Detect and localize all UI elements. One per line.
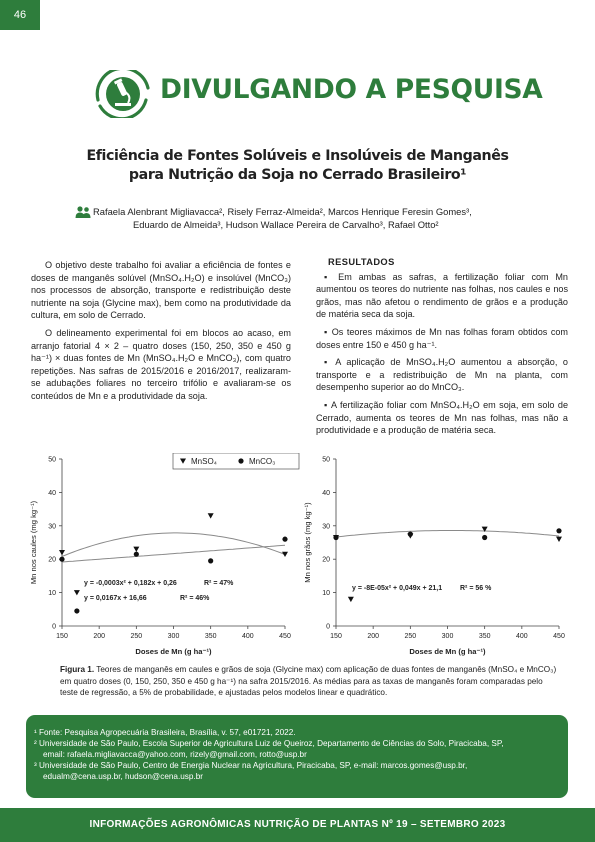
y-axis-title: Mn nos grãos (mg kg⁻¹) <box>303 502 312 583</box>
footnote-3-email: edualm@cena.usp.br, hudson@cena.usp.br <box>43 772 204 781</box>
y-tick-label: 0 <box>326 623 330 631</box>
article-title <box>40 147 555 185</box>
legend-marker-mnco3 <box>238 458 243 463</box>
footnote-2-email: email: rafaela.migliavacca@yahoo.com, rizely@gmail.com, rotto@usp.br <box>43 750 307 759</box>
point-mnso4 <box>74 590 80 595</box>
fit-r2-1: R² = 56 % <box>460 585 492 592</box>
x-tick-label: 250 <box>130 633 143 640</box>
x-tick-label: 300 <box>441 633 454 640</box>
point-mnco3 <box>556 528 561 533</box>
point-mnco3 <box>74 608 79 613</box>
result-bullet-4: ▪ A fertilização foliar com MnSO₄.H₂O em soja, em solo de Cerrado, aumenta os teores de Mn nas folhas, mas não a produtividade e a produção de matéria seca. <box>316 399 568 436</box>
point-mnso4 <box>556 537 562 542</box>
point-mnco3 <box>408 532 413 537</box>
y-tick-label: 30 <box>48 523 56 531</box>
x-tick-label: 150 <box>330 633 342 640</box>
grain-mn-chart <box>300 453 575 658</box>
point-mnso4 <box>133 547 139 552</box>
y-tick-label: 50 <box>322 456 330 464</box>
point-mnco3 <box>134 552 139 557</box>
x-tick-label: 400 <box>515 633 528 640</box>
x-tick-label: 350 <box>204 633 217 640</box>
caption-label: Figura 1. <box>60 665 95 674</box>
result-bullet-3: ▪ A aplicação de MnSO₄.H₂O aumentou a absorção, o transporte e a redistribuição de Mn na planta, com desempenho superior ao do MnCO₃. <box>316 357 568 393</box>
y-tick-label: 10 <box>48 590 56 598</box>
y-tick-label: 20 <box>322 556 330 564</box>
x-tick-label: 150 <box>56 633 68 640</box>
x-tick-label: 250 <box>404 633 417 640</box>
y-axis-title: Mn nos caules (mg kg⁻¹) <box>29 500 38 585</box>
y-tick-label: 40 <box>322 489 330 497</box>
y-tick-label: 10 <box>322 590 330 598</box>
page-number: 46 <box>0 0 40 30</box>
x-tick-label: 300 <box>167 633 180 640</box>
fit-equation-1: y = -0,0003x² + 0,182x + 0,26 <box>84 580 177 587</box>
point-mnco3 <box>282 537 287 542</box>
point-mnso4 <box>282 552 288 557</box>
author-list <box>75 205 565 231</box>
x-axis-title: Doses de Mn (g ha⁻¹) <box>409 647 486 656</box>
people-icon <box>75 205 91 219</box>
y-tick-label: 30 <box>322 523 330 531</box>
result-bullet-2: ▪ Os teores máximos de Mn nas folhas foram obtidos com doses entre 150 e 450 g ha⁻¹. <box>316 326 568 350</box>
y-tick-label: 50 <box>48 456 56 464</box>
fit-curve-1 <box>336 531 559 538</box>
point-mnso4 <box>59 550 65 555</box>
footnote-3: ³ Universidade de São Paulo, Centro de Energia Nuclear na Agricultura, Piracicaba, SP, e-mail: marcos.gomes@usp.br, <box>34 761 468 770</box>
y-tick-label: 40 <box>48 489 56 497</box>
point-mnco3 <box>59 557 64 562</box>
page-footer: INFORMAÇÕES AGRONÔMICAS NUTRIÇÃO DE PLANTAS Nº 19 – SETEMBRO 2023 <box>0 808 595 842</box>
banner-title: DIVULGANDO A PESQUISA <box>160 74 543 105</box>
caption-text: Teores de manganês em caules e grãos de soja (Glycine max) com aplicação de duas fontes de manganês (MnSO₄ e MnCO₃) em quatro doses (0, 150, 250, 350 e 450 g ha⁻¹) na safra 2015/2016. As médias para as taxas de manganês foram comparadas pelo teste de regressão, a 5% de probabilidade, e ajustadas pelos modelos linear e quadrático. <box>60 665 557 698</box>
article-title-line1: Eficiência de Fontes Solúveis e Insolúveis de Manganês <box>86 148 509 164</box>
results-column <box>316 256 568 442</box>
objective-paragraph: O objetivo deste trabalho foi avaliar a eficiência de fontes e doses de manganês solúvel (MnSO₄.H₂O) e insolúvel (MnCO₃) nos processos de absorção, transporte e redistribuição deste nutriente na soja (Glycine max), bem como na produtividade da cultura, em solo de Cerrado. <box>31 260 291 321</box>
x-tick-label: 400 <box>241 633 254 640</box>
legend-label-mnco3: MnCO₃ <box>249 457 276 466</box>
legend-label-mnso4: MnSO₄ <box>191 457 217 466</box>
y-tick-label: 20 <box>48 556 56 564</box>
point-mnso4 <box>208 513 214 518</box>
fit-r2-2: R² = 46% <box>180 595 210 602</box>
x-tick-label: 350 <box>478 633 491 640</box>
point-mnso4 <box>348 597 354 602</box>
point-mnco3 <box>482 535 487 540</box>
article-title-line2: para Nutrição da Soja no Cerrado Brasileiro¹ <box>128 167 467 183</box>
microscope-icon <box>92 70 154 118</box>
fit-curve-2 <box>62 545 285 562</box>
author-line-2: Eduardo de Almeida³, Hudson Wallace Pereira de Carvalho³, Rafael Otto² <box>133 219 439 230</box>
left-column <box>31 259 291 408</box>
x-tick-label: 200 <box>367 633 380 640</box>
stem-mn-chart <box>28 453 303 658</box>
author-line-1: Rafaela Alenbrant Migliavacca², Risely Ferraz-Almeida², Marcos Henrique Feresin Gomes³, <box>93 206 472 217</box>
figure-caption <box>60 664 560 699</box>
footnote-1: ¹ Fonte: Pesquisa Agropecuária Brasileira, Brasília, v. 57, e01721, 2022. <box>34 728 296 737</box>
footnotes-box <box>26 715 568 798</box>
fit-equation-1: y = -8E-05x² + 0,049x + 21,1 <box>352 585 443 592</box>
x-axis-title: Doses de Mn (g ha⁻¹) <box>135 647 212 656</box>
result-bullet-1: ▪ Em ambas as safras, a fertilização foliar com Mn aumentou os teores do nutriente nas folhas, nos caules e nos grãos, mas não afetou o rendimento de grãos e a produção de matéria seca da soja. <box>316 271 568 320</box>
y-tick-label: 0 <box>52 623 56 631</box>
fit-equation-2: y = 0,0167x + 16,66 <box>84 595 147 602</box>
results-heading: RESULTADOS <box>328 257 395 267</box>
x-tick-label: 450 <box>553 633 565 640</box>
fit-curve-1 <box>62 533 285 557</box>
x-tick-label: 450 <box>279 633 291 640</box>
fit-r2-1: R² = 47% <box>204 580 234 587</box>
x-tick-label: 200 <box>93 633 106 640</box>
footnote-2: ² Universidade de São Paulo, Escola Superior de Agricultura Luiz de Queiroz, Departamento de Ciências do Solo, Piracicaba, SP, <box>34 739 504 748</box>
point-mnco3 <box>208 558 213 563</box>
point-mnco3 <box>333 535 338 540</box>
methods-paragraph: O delineamento experimental foi em blocos ao acaso, em arranjo fatorial 4 × 2 – quatro doses (150, 250, 350 e 450 g ha⁻¹) × duas fontes de Mn (MnSO₄.H₂O e MnCO₃), com quatro repetições. Nas safras de 2015/2016 e 2016/2017, realizaram-se adubações foliares no terceiro trifólio e avaliaram-se os conteúdos de Mn e a produtividade da soja. <box>31 327 291 401</box>
